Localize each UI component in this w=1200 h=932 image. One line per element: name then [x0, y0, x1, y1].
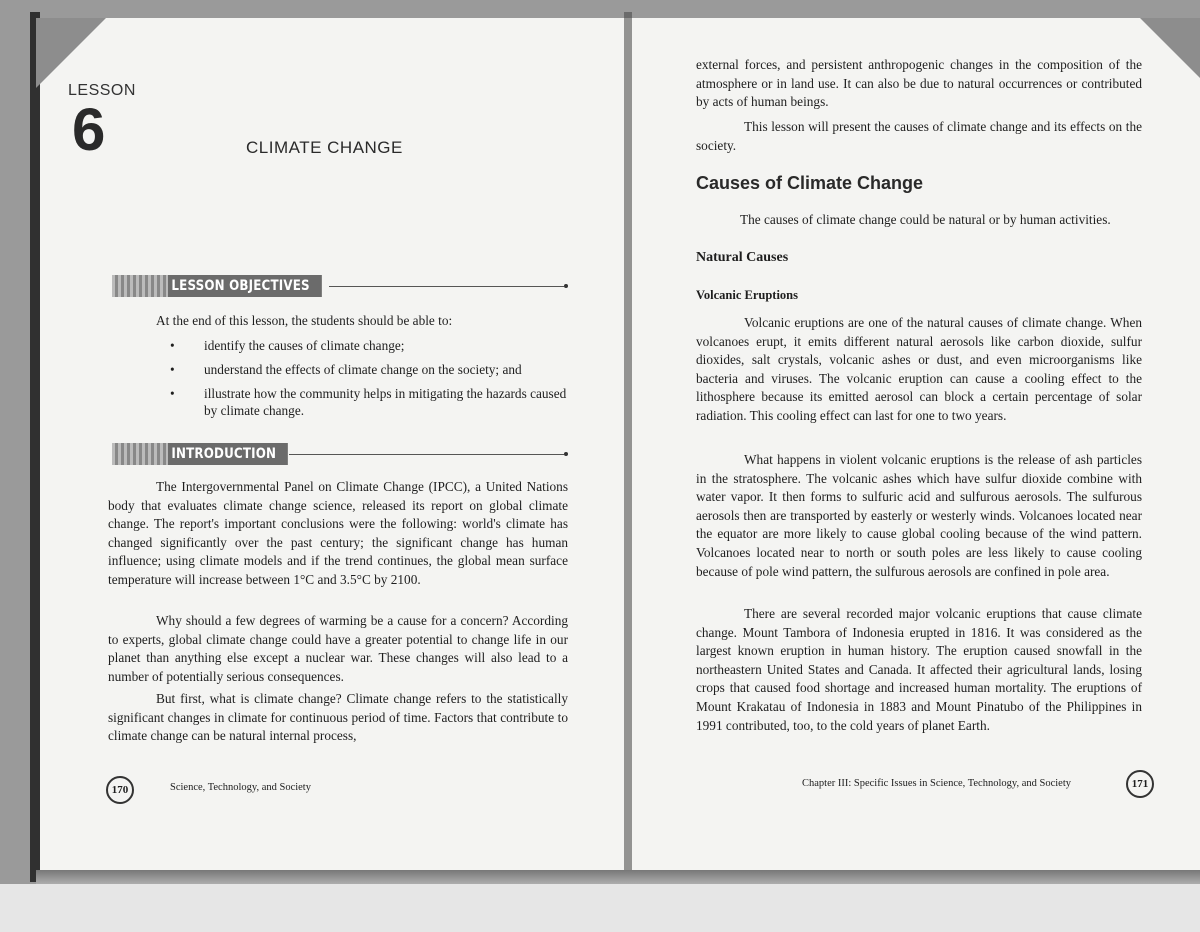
volcanic-eruptions-heading: Volcanic Eruptions — [696, 288, 798, 302]
introduction-banner — [112, 443, 568, 465]
page-number-left: 170 — [106, 776, 134, 804]
lesson-label: LESSON — [68, 82, 136, 99]
banner-dots-decoration — [112, 443, 168, 465]
introduction-banner-label: INTRODUCTION — [168, 443, 288, 465]
banner-end-dot — [564, 452, 568, 456]
banner-rule — [289, 454, 564, 455]
lesson-number: 6 — [72, 96, 106, 163]
causes-intro: The causes of climate change could be natural or by human activities. — [740, 212, 1111, 227]
folded-corner-right — [1140, 18, 1200, 78]
intro-paragraph-2: Why should a few degrees of warming be a cause for a concern? According to experts, global climate change could have a greater potential to change life in our planet than anything else except a nuclear war. These changes will also lead to a number of potentially serious consequences. — [108, 613, 568, 684]
volcanic-paragraph-1: Volcanic eruptions are one of the natural causes of climate change. When volcanoes erupt, it emits different natural aerosols like carbon dioxide, sulfur dioxides, salt crystals, volcanic ashes or dust, and even microorganisms like bacteria and viruses. The volcanic eruption can cause a cooling effect to the lithosphere because its emitted aerosol can block a certain percentage of solar radiation. This cooling effect can last for one to two years. — [696, 315, 1142, 423]
footer-right: Chapter III: Specific Issues in Science, Technology, and Society — [802, 778, 1071, 789]
scanner-bed — [0, 884, 1200, 932]
intro-paragraph-1: The Intergovernmental Panel on Climate Change (IPCC), a United Nations body that evaluates climate change science, released its report on global climate change. The report's important conclusions were the following: world's climate has changed significantly over the past century; the significant change has human influence; using climate models and if the trend continues, the global mean surface temperature will increase between 1°C and 3.5°C by 2100. — [108, 479, 568, 587]
banner-rule — [329, 286, 564, 287]
lesson-overview-paragraph: This lesson will present the causes of climate change and its effects on the society. — [696, 119, 1142, 153]
objectives-intro: At the end of this lesson, the students should be able to: — [156, 313, 453, 328]
folded-corner-left — [36, 18, 106, 88]
book-spine — [624, 12, 632, 882]
volcanic-paragraph-3: There are several recorded major volcanic eruptions that cause climate change. Mount Tambora of Indonesia erupted in 1816. It was considered as the largest known eruption in human history. The eruption caused snowfall in the northeastern United States and Canada. It affected their agricultural lands, losing crops that caused food shortage and increased human mortality. The eruptions of Mount Krakatau of Indonesia in 1883 and Mount Pinatubo of the Philippines in 1991 contributed, too, to the cold years of planet Earth. — [696, 606, 1142, 733]
intro-paragraph-3: But first, what is climate change? Climate change refers to the statistically significant changes in climate for continuous period of time. Factors that contribute to climate change can be natural internal process, — [108, 691, 568, 744]
objectives-banner — [112, 275, 568, 297]
objective-item: • understand the effects of climate change on the society; and — [170, 361, 568, 378]
continued-paragraph: external forces, and persistent anthropogenic changes in the composition of the atmosphere or in land use. It can also be due to natural occurrences or contributed by acts of human beings. — [696, 57, 1142, 110]
objective-item: • illustrate how the community helps in mitigating the hazards caused by climate change. — [170, 385, 568, 419]
natural-causes-heading: Natural Causes — [696, 250, 789, 265]
volcanic-paragraph-2: What happens in violent volcanic eruptions is the release of ash particles in the stratosphere. The volcanic ashes which have sulfur dioxide combine with water vapor. It then forms to sulfuric acid and sulfurous aerosols. The sulfurous aerosols then are transported by easterly or westerly winds. Volcanoes located near the equator are more likely to cause global cooling because of the wind pattern. Volcanoes located near to north or south poles are less likely to cause cooling because of pole wind pattern, the sulfurous aerosols are confined in pole area. — [696, 452, 1142, 579]
objective-item: • identify the causes of climate change; — [170, 337, 568, 354]
objectives-list — [170, 337, 568, 426]
banner-end-dot — [564, 284, 568, 288]
page-number-right: 171 — [1126, 770, 1154, 798]
causes-heading: Causes of Climate Change — [696, 173, 924, 193]
left-binding-edge — [30, 12, 40, 882]
footer-left: Science, Technology, and Society — [170, 782, 311, 793]
lesson-title: CLIMATE CHANGE — [246, 138, 403, 157]
objectives-banner-label: LESSON OBJECTIVES — [168, 275, 322, 297]
banner-dots-decoration — [112, 275, 168, 297]
